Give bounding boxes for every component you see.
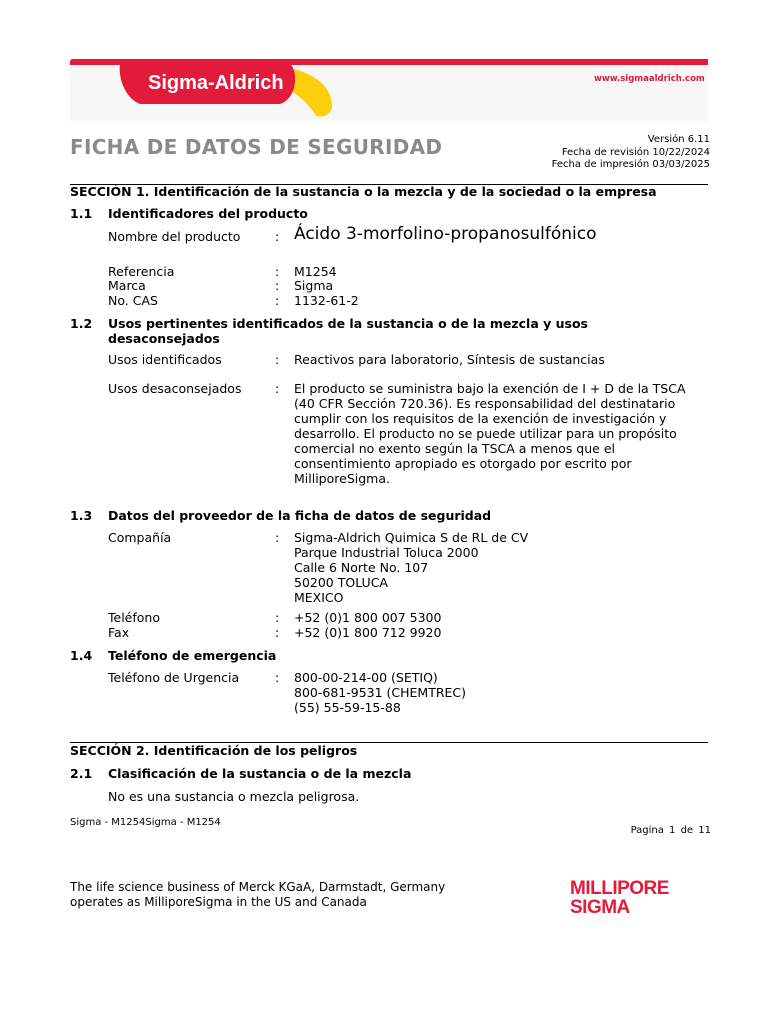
text-line: Sigma-Aldrich Quimica S de RL de CV xyxy=(294,530,529,545)
discouraged-uses-text xyxy=(294,381,714,486)
text-line: El producto se suministra bajo la exención de I + D de la TSCA xyxy=(294,381,686,396)
field-label: Nombre del producto xyxy=(108,229,241,244)
milliporesigma-logo xyxy=(570,876,715,916)
text-line: consentimiento apropiado es otorgado por escrito por xyxy=(294,456,632,471)
field-value: Sigma xyxy=(294,278,334,293)
text-line: desarrollo. El producto no se puede utilizar para un propósito xyxy=(294,426,677,441)
subsection-title: Datos del proveedor de la ficha de datos de seguridad xyxy=(108,508,492,523)
version-text: Versión 6.11 xyxy=(647,134,710,145)
footer-company-statement xyxy=(70,880,445,910)
subsection-title: Usos pertinentes identificados de la sustancia o de la mezcla y usos desaconsejados xyxy=(108,316,588,346)
field-label: Teléfono xyxy=(108,610,160,625)
subsection-number: 1.4 xyxy=(70,648,93,663)
emergency-numbers xyxy=(294,670,714,715)
phone-number[interactable]: +52 (0)1 800 007 5300 xyxy=(294,610,442,625)
logo-line-2: SIGMA xyxy=(570,897,630,916)
logo-line-1: MILLIPORE xyxy=(570,878,669,899)
subsection-title: Clasificación de la sustancia o de la mezcla xyxy=(108,766,412,781)
field-label: Fax xyxy=(108,625,130,640)
section-1-heading: SECCIÓN 1. Identificación de la sustancia o la mezcla y de la sociedad o la empresa xyxy=(70,184,657,199)
fax-number: +52 (0)1 800 712 9920 xyxy=(294,625,442,640)
footer-product-reference: Sigma - M1254Sigma - M1254 xyxy=(70,817,221,828)
text-line: Parque Industrial Toluca 2000 xyxy=(294,545,479,560)
emergency-number[interactable]: (55) 55-59-15-88 xyxy=(294,700,401,715)
revision-date: Fecha de revisión 10/22/2024 xyxy=(561,146,710,158)
field-colon: : xyxy=(275,610,280,625)
subsection-number: 2.1 xyxy=(70,766,93,781)
product-name-value: Ácido 3-morfolino-propanosulfónico xyxy=(294,224,597,244)
section-2-heading: SECCIÓN 2. Identificación de los peligros xyxy=(70,743,358,758)
text-line: 50200 TOLUCA xyxy=(294,575,388,590)
hazard-classification-text: No es una sustancia o mezcla peligrosa. xyxy=(108,789,360,804)
field-label: Usos desaconsejados xyxy=(108,381,242,396)
sigma-aldrich-logo xyxy=(70,58,340,118)
text-line: MilliporeSigma. xyxy=(294,471,390,486)
document-meta xyxy=(552,134,710,172)
field-colon: : xyxy=(275,264,280,279)
emergency-number[interactable]: 800-681-9531 (CHEMTREC) xyxy=(294,685,467,700)
text-line: comercial no exento según la TSCA a menos que el xyxy=(294,441,615,456)
subsection-number: 1.2 xyxy=(70,316,93,331)
print-date: Fecha de impresión 03/03/2025 xyxy=(551,159,710,170)
field-label: Marca xyxy=(108,278,146,293)
field-colon: : xyxy=(275,381,280,396)
subsection-number: 1.3 xyxy=(70,508,93,523)
field-value: M1254 xyxy=(294,264,337,279)
subsection-number: 1.1 xyxy=(70,206,93,221)
website-link[interactable]: www.sigmaaldrich.com xyxy=(594,74,705,84)
text-line: MEXICO xyxy=(294,590,344,605)
field-colon: : xyxy=(275,352,280,367)
footer-line: The life science business of Merck KGaA, Darmstadt, Germany xyxy=(70,880,446,894)
document-title: FICHA DE DATOS DE SEGURIDAD xyxy=(70,135,443,159)
subsection-title: Identificadores del producto xyxy=(108,206,308,221)
field-colon: : xyxy=(275,530,280,545)
text-line: cumplir con los requisitos de la exención de investigación y xyxy=(294,411,667,426)
svg-text:Sigma-Aldrich: Sigma-Aldrich xyxy=(148,72,284,94)
footer-line: operates as MilliporeSigma in the US and Canada xyxy=(70,895,367,909)
text-line: (40 CFR Sección 720.36). Es responsabilidad del destinatario xyxy=(294,396,676,411)
field-label: No. CAS xyxy=(108,293,158,308)
company-address xyxy=(294,530,714,605)
field-label: Compañía xyxy=(108,530,172,545)
field-colon: : xyxy=(275,229,280,244)
field-label: Usos identificados xyxy=(108,352,222,367)
field-label: Referencia xyxy=(108,264,175,279)
field-label: Teléfono de Urgencia xyxy=(108,670,240,685)
emergency-number[interactable]: 800-00-214-00 (SETIQ) xyxy=(294,670,438,685)
field-value: 1132-61-2 xyxy=(294,293,359,308)
text-line: Calle 6 Norte No. 107 xyxy=(294,560,429,575)
field-colon: : xyxy=(275,293,280,308)
subsection-title: Teléfono de emergencia xyxy=(108,648,277,663)
field-colon: : xyxy=(275,625,280,640)
page-number: Pagina 1 de 11 xyxy=(630,825,711,836)
field-value: Reactivos para laboratorio, Síntesis de sustancias xyxy=(294,352,605,367)
field-colon: : xyxy=(275,278,280,293)
field-colon: : xyxy=(275,670,280,685)
